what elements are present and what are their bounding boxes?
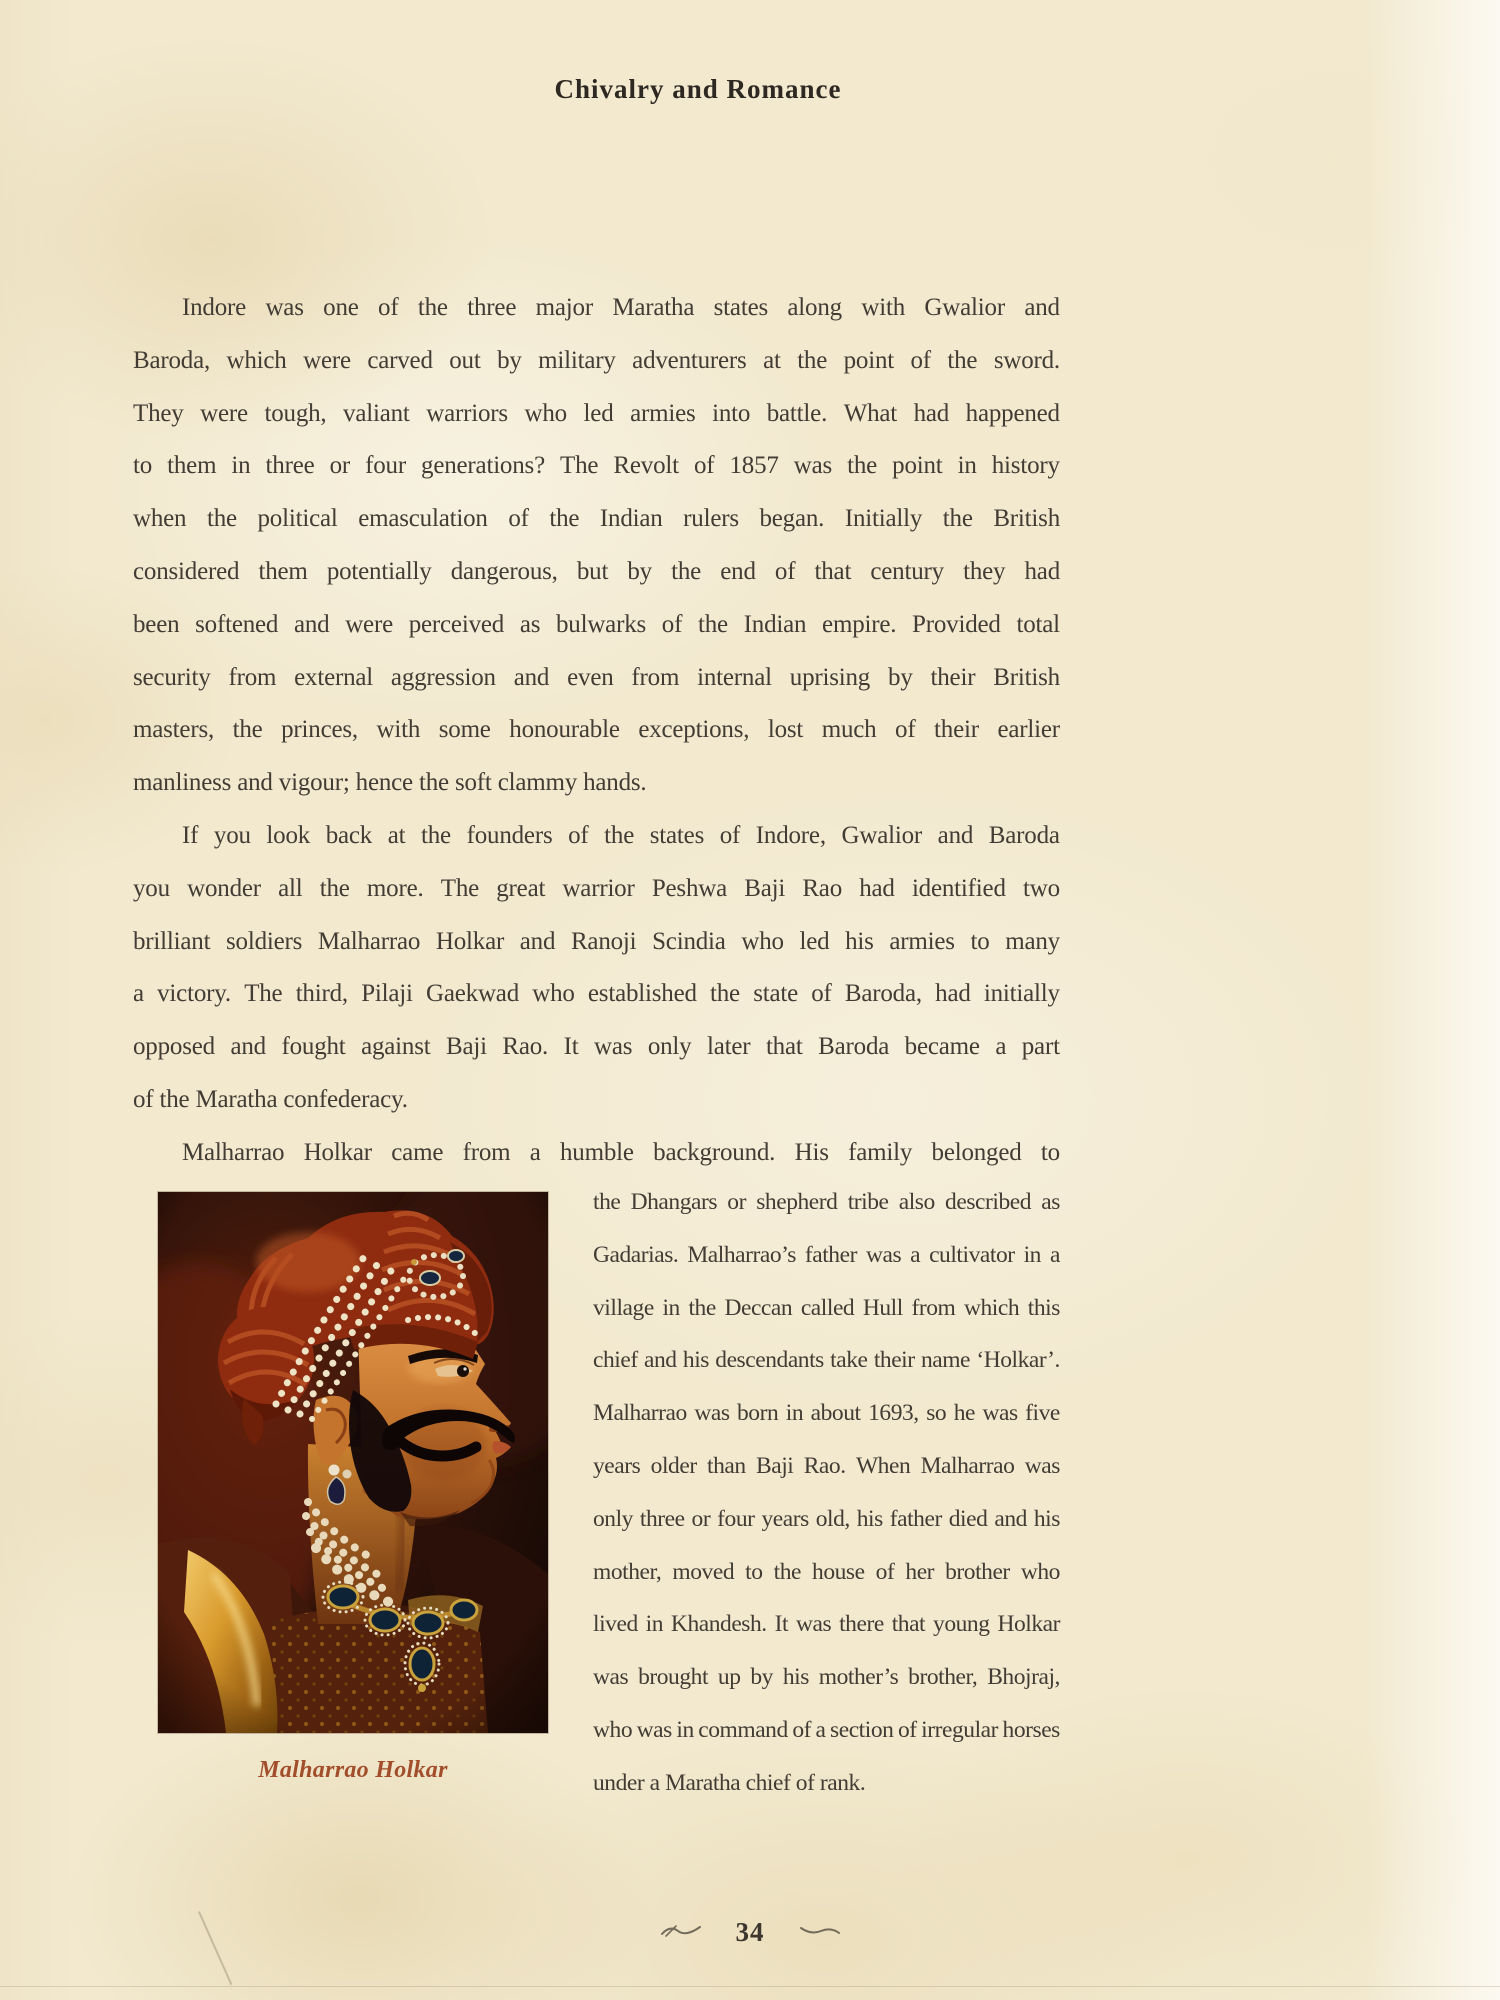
text-line: Malharrao was born in about 1693, so he was five xyxy=(593,1400,1060,1427)
text-line: you wonder all the more. The great warrior Peshwa Baji Rao had identified two xyxy=(133,874,1060,902)
text-line: chief and his descendants take their name ‘Holkar’. xyxy=(593,1347,1060,1374)
text-line: masters, the princes, with some honourable exceptions, lost much of their earlier xyxy=(133,716,1060,744)
text-line: only three or four years old, his father died and his xyxy=(593,1505,1060,1532)
text-line: to them in three or four generations? The Revolt of 1857 was the point in history xyxy=(133,452,1060,480)
text-line: been softened and were perceived as bulwarks of the Indian empire. Provided total xyxy=(133,610,1060,638)
malharrao-holkar-portrait-image xyxy=(158,1192,548,1733)
text-line: village in the Deccan called Hull from which this xyxy=(593,1294,1060,1321)
article-text xyxy=(133,282,1060,1180)
text-line: lived in Khandesh. It was there that young Holkar xyxy=(593,1611,1060,1638)
text-line: They were tough, valiant warriors who led armies into battle. What had happened xyxy=(133,399,1060,427)
text-line: Gadarias. Malharrao’s father was a cultivator in a xyxy=(593,1241,1060,1268)
text-line: manliness and vigour; hence the soft clammy hands. xyxy=(133,769,647,797)
figure-caption: Malharrao Holkar xyxy=(258,1757,448,1783)
text-line: Indore was one of the three major Maratha states along with Gwalior and xyxy=(182,294,1060,321)
text-line: Malharrao Holkar came from a humble background. His family belonged to xyxy=(182,1138,1060,1166)
text-line: security from external aggression and even from internal uprising by their British xyxy=(133,663,1060,691)
footer-flourish-left-icon xyxy=(660,1922,702,1943)
page-number: 34 xyxy=(735,1916,765,1947)
text-line: Baroda, which were carved out by military adventurers at the point of the sword. xyxy=(133,346,1060,374)
text-line: of the Maratha confederacy. xyxy=(133,1085,408,1113)
text-line: opposed and fought against Baji Rao. It was only later that Baroda became a part xyxy=(133,1033,1060,1061)
portrait-figure xyxy=(158,1192,548,1784)
text-line: under a Maratha chief of rank. xyxy=(593,1769,866,1796)
text-line: was brought up by his mother’s brother, Bhojraj, xyxy=(593,1664,1060,1691)
text-line: a victory. The third, Pilaji Gaekwad who established the state of Baroda, had initially xyxy=(133,980,1060,1008)
text-line: years older than Baji Rao. When Malharrao was xyxy=(593,1452,1060,1479)
page-footer xyxy=(550,1905,950,1959)
text-line: when the political emasculation of the Indian rulers began. Initially the British xyxy=(133,505,1060,533)
text-line: mother, moved to the house of her brother who xyxy=(593,1558,1060,1585)
page-title: Chivalry and Romance xyxy=(554,74,842,104)
footer-flourish-right-icon xyxy=(799,1922,841,1943)
scan-crease-line xyxy=(0,1986,1500,1987)
text-line: who was in command of a section of irregular horses xyxy=(593,1716,1060,1743)
text-line: brilliant soldiers Malharrao Holkar and Ranoji Scindia who led his armies to many xyxy=(133,927,1060,955)
text-line: considered them potentially dangerous, but by the end of that century they had xyxy=(133,557,1060,585)
article-text-wrapped xyxy=(593,1176,1060,1810)
text-line: the Dhangars or shepherd tribe also described as xyxy=(593,1189,1060,1215)
scan-scratch-mark xyxy=(198,1911,232,1985)
text-line: If you look back at the founders of the states of Indore, Gwalior and Baroda xyxy=(182,821,1060,849)
